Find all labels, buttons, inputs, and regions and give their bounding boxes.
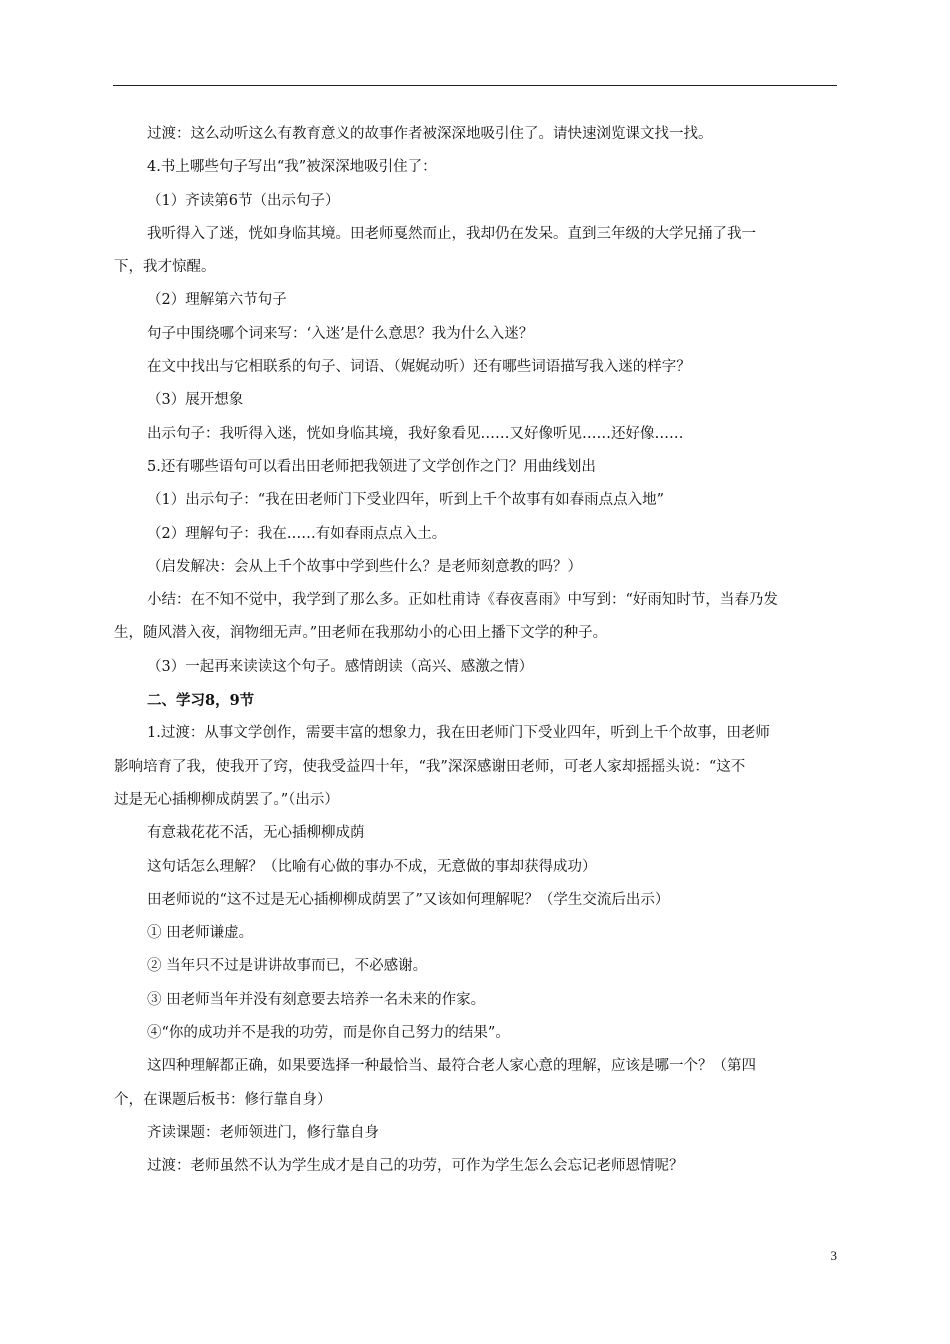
paragraph-line: 下，我才惊醒。 [114, 259, 216, 276]
header-rule [113, 85, 837, 86]
paragraph-line: 在文中找出与它相联系的句子、词语、（娓娓动听）还有哪些词语描写我入迷的样字？ [147, 359, 691, 376]
paragraph-line: 我听得入了迷，恍如身临其境。田老师戛然而止，我却仍在发呆。直到三年级的大学兄捅了我一 [147, 225, 756, 242]
paragraph-line: （启发解决：会从上千个故事中学到些什么？是老师刻意教的吗？） [147, 558, 582, 575]
paragraph-line: 齐读课题：老师领进门，修行靠自身 [147, 1124, 379, 1141]
paragraph-line: （3）展开想象 [147, 392, 244, 409]
paragraph-line: 生，随风潜入夜，润物细无声。”田老师在我那幼小的心田上播下文学的种子。 [114, 625, 608, 642]
paragraph-line: 4.书上哪些句子写出“我”被深深地吸引住了： [147, 159, 437, 176]
list-item: ① 田老师谦虚。 [147, 925, 254, 942]
paragraph-line: 过是无心插柳柳成荫罢了。”（出示） [114, 791, 339, 808]
paragraph-line: 过渡：这么动听这么有教育意义的故事作者被深深地吸引住了。请快速浏览课文找一找。 [147, 126, 713, 142]
paragraph-line: 田老师说的“这不过是无心插柳柳成荫罢了”又该如何理解呢？（学生交流后出示） [147, 891, 670, 908]
paragraph-line: 句子中围绕哪个词来写：‘入迷’是什么意思？我为什么入迷？ [147, 325, 534, 342]
paragraph-line: 个，在课题后板书：修行靠自身） [114, 1091, 332, 1108]
paragraph-line: 这四种理解都正确，如果要选择一种最恰当、最符合老人家心意的理解，应该是哪一个？（第四 [147, 1058, 756, 1075]
paragraph-line: 过渡：老师虽然不认为学生成才是自己的功劳，可作为学生怎么会忘记老师恩情呢？ [147, 1158, 684, 1175]
paragraph-line: （1）齐读第6节（出示句子） [147, 192, 340, 209]
paragraph-line: （2）理解第六节句子 [147, 292, 287, 309]
paragraph-line: 小结：在不知不觉中，我学到了那么多。正如杜甫诗《春夜喜雨》中写到：“好雨知时节，当春乃发 [147, 592, 778, 609]
list-item: ④“你的成功并不是我的功劳，而是你自己努力的结果”。 [147, 1025, 510, 1042]
paragraph-line: 影响培育了我，使我开了窍，使我受益四十年，“我”深深感谢田老师，可老人家却摇摇头说：“这不 [114, 758, 746, 775]
document-body [114, 118, 838, 1184]
paragraph-line: （2）理解句子：我在……有如春雨点点入土。 [147, 525, 447, 542]
paragraph-line: （1）出示句子：“我在田老师门下受业四年，听到上千个故事有如春雨点点入地” [147, 492, 665, 509]
paragraph-line: 有意栽花花不活，无心插柳柳成荫 [147, 825, 365, 842]
paragraph-line: 出示句子：我听得入迷，恍如身临其境，我好象看见……又好像听见……还好像…… [147, 425, 684, 442]
page-number: 3 [830, 1248, 837, 1263]
list-item: ③ 田老师当年并没有刻意要去培养一名未来的作家。 [147, 991, 486, 1008]
paragraph-line: 5.还有哪些语句可以看出田老师把我领进了文学创作之门？用曲线划出 [147, 458, 596, 475]
paragraph-line: 这句话怎么理解？（比喻有心做的事办不成，无意做的事却获得成功） [147, 858, 597, 875]
list-item: ② 当年只不过是讲讲故事而已，不必感谢。 [147, 958, 428, 975]
section-heading: 二、学习8，9节 [147, 692, 255, 710]
paragraph-line: 1.过渡：从事文学创作，需要丰富的想象力，我在田老师门下受业四年，听到上千个故事，田老师 [147, 725, 770, 742]
paragraph-line: （3）一起再来读读这个句子。感情朗读（高兴、感激之情） [147, 658, 534, 675]
